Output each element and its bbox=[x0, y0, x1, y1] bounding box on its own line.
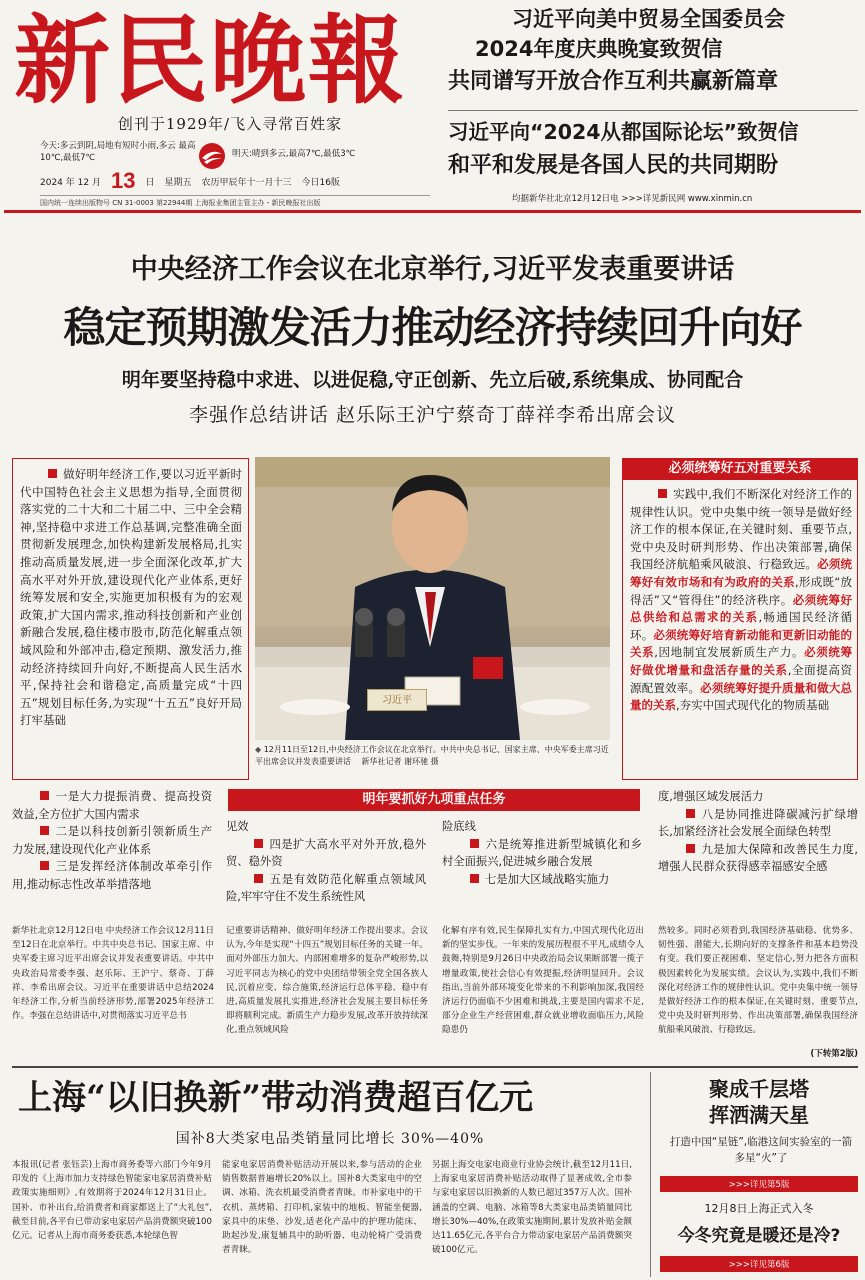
date-prefix: 2024 年 12 月 bbox=[40, 177, 101, 188]
nine-tasks-col3: 险底线 六是统筹推进新型城镇化和乡村全面振兴,促进城乡融合发展 七是加大区域战略实施力 bbox=[442, 820, 642, 886]
photo-caption: ◆ 12月11日至12日,中央经济工作会议在北京举行。中共中央总书记、国家主席、中央军委主席习近平出席会议并发表重要讲话 新华社记者 谢环驰 摄 bbox=[255, 745, 609, 766]
nine-tasks-col1: 一是大力提振消费、提高投资效益,全方位扩大国内需求 二是以科技创新引领新质生产力发展,建设现代化产业体系 三是发挥经济体制改革牵引作用,推动标志性改革举措落地 bbox=[12, 790, 212, 891]
teaser2-see-page[interactable]: >>>详见第6版 bbox=[660, 1256, 858, 1272]
nine-tasks-title: 明年要抓好九项重点任务 bbox=[228, 789, 640, 811]
teaser1-title2[interactable]: 挥洒满天星 bbox=[709, 1103, 809, 1127]
teaser1-title1[interactable]: 聚成千层塔 bbox=[709, 1077, 809, 1101]
bottom-headline[interactable]: 上海“以旧换新”带动消费超百亿元 bbox=[18, 1078, 534, 1118]
dateline bbox=[40, 170, 430, 192]
date-weekday: 星期五 bbox=[164, 177, 192, 188]
masthead-logo: 新民晚報 bbox=[14, 4, 406, 117]
lead-kicker[interactable]: 中央经济工作会议在北京举行,习近平发表重要讲话 bbox=[130, 254, 735, 285]
teaser1-sub: 打造中国“星链”,临港这间实验室的一箭多星“火”了 bbox=[669, 1136, 853, 1164]
left-summary-text: 做好明年经济工作,要以习近平新时代中国特色社会主义思想为指导,全面贯彻落实党的二十大和二十届二中、三中全会精神,坚持稳中求进工作总基调,完整准确全面贯彻新发展理念,加快构建新发展格局,扎实推动高质量发展,进一步全面深化改革,扩大高水平对外开放,建设现代化产业体系,更好统筹发展和安全,实施更加积极有为的宏观政策,扩大国内需求,推动科技创新和产业创新融合发展,稳住楼市股市,防范化解重点领域风险和外部冲击,稳定预期、激发活力,推动经济持续回升向好,不断提高人民生活水平,保持社会和谐稳定,高质量完成“十四五”规划目标任务,为实现“十五五”良好开局打牢基础 bbox=[20, 467, 242, 728]
nine-tasks-col2: 见效 四是扩大高水平对外开放,稳外贸、稳外资 五是有效防范化解重点领域风险,牢牢守住不发生系统性风 bbox=[226, 820, 426, 904]
bottom-col2: 能家电家居消费补贴活动开展以来,参与活动的企业销售数据普遍增长20%以上。国补8大类家电中的空调、冰箱、洗衣机最受消费者青睐。市补家电中的干衣机、蒸烤箱、打印机,家装中的地板、智能坐便器,家具中的床垫、沙发,适老化产品中的护理功能床、助起沙发,康复辅具中的助听器、电动轮椅广受消费者青睐。 bbox=[222, 1160, 422, 1256]
five-relations-title: 必须统筹好五对重要关系 bbox=[622, 458, 858, 480]
date-suffix: 日 bbox=[145, 177, 155, 188]
teaser1-see-page[interactable]: >>>详见第5版 bbox=[660, 1176, 858, 1192]
story1-line2[interactable]: 2024年度庆典晚宴致贺信 bbox=[475, 37, 723, 61]
lead-photo[interactable] bbox=[255, 457, 610, 740]
lead-deck: 明年要坚持稳中求进、以进促稳,守正创新、先立后破,系统集成、协同配合 bbox=[121, 369, 744, 391]
body-col1: 新华社北京12月12日电 中央经济工作会议12月11日至12日在北京举行。中共中央总书记、国家主席、中央军委主席习近平出席会议并发表重要讲话。中共中央政治局常委李强、赵乐际、王沪宁、蔡奇、丁薛祥、李希出席会议。习近平在重要讲话中总结2024年经济工作,分析当前经济形势,部署2025年经济工作。李强在总结讲话中,对贯彻落实习近平总书 bbox=[12, 926, 214, 1022]
right-credit: 均据新华社北京12月12日电 >>>详见新民网 www.xinmin.cn bbox=[512, 194, 753, 204]
date-lunar: 农历甲辰年十一月十三 bbox=[201, 177, 292, 188]
xinmin-emblem-icon bbox=[198, 142, 226, 170]
story1-line3[interactable]: 共同谱写开放合作互利共赢新篇章 bbox=[448, 69, 779, 94]
bottom-deck: 国补8大类家电品类销量同比增长 30%—40% bbox=[175, 1131, 485, 1147]
lead-headline[interactable]: 稳定预期激发活力推动经济持续回升向好 bbox=[63, 303, 802, 352]
nine-tasks-col4: 度,增强区域发展活力 八是协同推进降碳减污扩绿增长,加紧经济社会发展全面绿色转型 九是加大保障和改善民生力度,增强人民群众获得感幸福感安全感 bbox=[658, 790, 858, 874]
bottom-divider bbox=[12, 1066, 858, 1068]
story2-line1[interactable]: 习近平向“2024从都国际论坛”致贺信 bbox=[448, 120, 799, 144]
continued-note[interactable]: (下转第2版) bbox=[810, 1049, 858, 1059]
body-col3: 化解有序有效,民生保障扎实有力,中国式现代化迈出新的坚实步伐。一年来的发展历程很不平凡,成绩令人鼓舞,特别是9月26日中央政治局会议果断部署一揽子增量政策,使社会信心有效提振,经济明显回升。会议指出,当前外部环境变化带来的不利影响加深,我国经济运行仍面临不少困难和挑战,主要是国内需求不足,部分企业生产经营困难,群众就业增收面临压力,风险隐患仍 bbox=[442, 926, 644, 1036]
teaser2-title[interactable]: 今冬究竟是暖还是冷? bbox=[677, 1226, 841, 1246]
lead-attendees: 李强作总结讲话 赵乐际王沪宁蔡奇丁薛祥李希出席会议 bbox=[188, 404, 677, 426]
bottom-col3: 另据上海交电家电商业行业协会统计,截至12月11日,上海家电家居消费补贴活动取得了显著成效,全市参与家电家居以旧换新的人数已超过357万人次。国补涵盖的空调、电脑、冰箱等8大类家电品类销量同比增长30%—40%,在政策实施期间,累计发放补贴金额达11.65亿元,各平台合力带动家电家居产品消费额突破100亿元。 bbox=[432, 1160, 632, 1256]
page-count: 今日16版 bbox=[301, 177, 340, 188]
teaser2-kicker: 12月8日上海正式入冬 bbox=[704, 1202, 814, 1215]
bottom-col1: 本报讯(记者 张钰芸)上海市商务委等六部门今年9月印发的《上海市加力支持绿色智能家电家居消费补贴政策实施细则》,有效期将于2024年12月31日止。国补、市补出台,给消费者和商家都送上了“大礼包”,截至目前,各平台已带动家电家居产品消费额突破100亿元。记者从上海市商务委获悉,本轮绿色智 bbox=[12, 1160, 212, 1242]
five-relations-text: 实践中,我们不断深化对经济工作的规律性认识。党中央集中统一领导是做好经济工作的根本保证,在关键时刻、重要节点,党中央及时研判形势、作出决策部署,确保我国经济航船乘风破浪、行稳致远。必须统筹好有效市场和有为政府的关系,形成既“放得活”又“管得住”的经济秩序。必须统筹好总供给和总需求的关系,畅通国民经济循环。必须统筹好培育新动能和更新旧动能的关系,因地制宜发展新质生产力。必须统筹好做优增量和盘活存量的关系,全面提高资源配置效率。必须统筹好提升质量和做大总量的关系,夯实中国式现代化的物质基础 bbox=[630, 487, 852, 713]
body-col4: 然较多。同时必须看到,我国经济基础稳、优势多、韧性强、潜能大,长期向好的支撑条件和基本趋势没有变。我们要正视困难、坚定信心,努力把各方面积极因素转化为发展实绩。会议认为,实践中,我们不断深化对经济工作的规律性认识。党中央集中统一领导是做好经济工作的根本保证,在关键时刻、重要节点,党中央及时研判形势、作出决策部署,确保我国经济航船乘风破浪、行稳致远。 bbox=[658, 926, 858, 1036]
teaser-divider bbox=[650, 1072, 651, 1277]
registration-line: 国内统一连续出版物号 CN 31-0003 第22944期 上海报业集团主管主办・新民晚报社出版 bbox=[40, 195, 430, 208]
nameplate: 习近平 bbox=[367, 689, 427, 711]
masthead-slogan: 创刊于1929年/飞入寻常百姓家 bbox=[117, 115, 343, 133]
header-divider bbox=[4, 210, 861, 213]
story2-line2[interactable]: 和平和发展是各国人民的共同期盼 bbox=[448, 153, 779, 178]
weather-today: 今天:多云到阴,局地有短时小雨,多云 最高10℃,最低7℃ bbox=[40, 141, 196, 163]
story1-line1[interactable]: 习近平向美中贸易全国委员会 bbox=[512, 7, 785, 31]
weather-tomorrow: 明天:晴到多云,最高7℃,最低3℃ bbox=[232, 149, 356, 159]
date-day: 13 bbox=[110, 168, 136, 193]
body-col2: 记重要讲话精神、做好明年经济工作提出要求。会议认为,今年是实现“十四五”规划目标任务的关键一年。面对外部压力加大、内部困难增多的复杂严峻形势,以习近平同志为核心的党中央团结带领全党全国各族人民,沉着应变、综合施策,经济运行总体平稳、稳中有进,高质量发展扎实推进,经济社会发展主要目标任务即将顺利完成。新质生产力稳步发展,改革开放持续深化,重点领域风险 bbox=[226, 926, 428, 1036]
photo-credit: 新华社记者 谢环驰 摄 bbox=[361, 757, 439, 766]
